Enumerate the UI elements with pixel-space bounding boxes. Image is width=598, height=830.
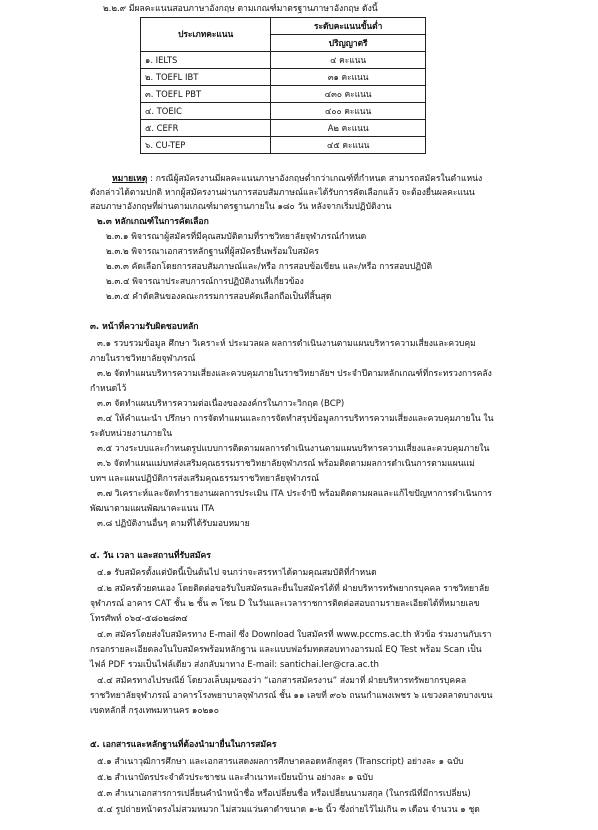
english-score-intro: ๒.๒.๙ มีผลคะแนนสอบภาษาอังกฤษ ตามเกณฑ์มาตรฐานภาษาอังกฤษ ดังนี้ xyxy=(103,4,378,14)
documents-line: ๕.๑ สำเนาวุฒิการศึกษา และเอกสารแสดงผลการศึกษาตลอดหลักสูตร (Transcript) อย่างละ ๑ ฉบับ xyxy=(97,757,464,767)
application-line: ไฟล์ PDF รวมเป็นไฟล์เดียว ส่งกลับมาทาง E-mail: santichai.ler@cra.ac.th xyxy=(90,660,379,670)
table-row xyxy=(141,137,426,154)
criteria-item: ๒.๓.๒ พิจารณาเอกสารหลักฐานที่ผู้สมัครยื่นพร้อมใบสมัคร xyxy=(106,247,319,257)
documents-line: ๕.๓ สำเนาเอกสารการเปลี่ยนคำนำหน้าชื่อ หรือเปลี่ยนชื่อ หรือเปลี่ยนนามสกุล (ในกรณีที่มีการเปลี่ยน) xyxy=(97,789,471,799)
criteria-item: ๒.๓.๕ คำตัดสินของคณะกรรมการสอบคัดเลือกถือเป็นที่สิ้นสุด xyxy=(106,292,332,302)
duties-line: ๓.๗ วิเคราะห์และจัดทำรายงานผลการประเมิน ITA ประจำปี พร้อมติดตามผลและแก้ไขปัญหาการดำเนินการ xyxy=(97,489,492,499)
table-row xyxy=(141,69,426,86)
criteria-heading: ๒.๓ หลักเกณฑ์ในการคัดเลือก xyxy=(97,217,209,227)
criteria-item: ๒.๓.๓ คัดเลือกโดยการสอบสัมภาษณ์และ/หรือ การสอบข้อเขียน และ/หรือ การสอบปฏิบัติ xyxy=(106,262,433,272)
table-cell-score: ๔ คะแนน xyxy=(271,52,426,69)
application-heading: ๔. วัน เวลา และสถานที่รับสมัคร xyxy=(90,551,211,561)
table-cell-score: ๔๕ คะแนน xyxy=(271,137,426,154)
table-cell-score: ๔๐๐ คะแนน xyxy=(271,103,426,120)
criteria-item: ๒.๓.๔ พิจารณาประสบการณ์การปฏิบัติงานที่เกี่ยวข้อง xyxy=(106,277,304,287)
application-line: ๔.๒ สมัครด้วยตนเอง โดยติดต่อขอรับใบสมัครและยื่นใบสมัครได้ที่ ฝ่ายบริหารทรัพยากรบุคคล ราชวิทยาลัย xyxy=(97,584,490,594)
duties-line: ๓.๘ ปฏิบัติงานอื่นๆ ตามที่ได้รับมอบหมาย xyxy=(97,519,250,529)
duties-line: ๓.๑ รวบรวมข้อมูล ศึกษา วิเคราะห์ ประมวลผล ผลการดำเนินงานตามแผนบริหารความเสี่ยงและควบคุม xyxy=(97,339,476,349)
table-header-type: ประเภทคะแนน xyxy=(141,18,271,52)
table-row xyxy=(141,103,426,120)
table-cell-type: ๓. TOEFL PBT xyxy=(141,86,271,103)
note-line: ดังกล่าวได้ตามปกติ หากผู้สมัครงานผ่านการสอบสัมภาษณ์และได้รับการคัดเลือกแล้ว จะต้องยื่นผลคะแนน xyxy=(90,188,475,198)
table-row xyxy=(141,52,426,69)
duties-heading: ๓. หน้าที่ความรับผิดชอบหลัก xyxy=(90,322,199,332)
documents-heading: ๕. เอกสารและหลักฐานที่ต้องนำมายื่นในการสมัคร xyxy=(90,740,277,750)
application-line: ๔.๓ สมัครโดยส่งใบสมัครทาง E-mail ซึ่ง Download ใบสมัครที่ www.pccms.ac.th หัวข้อ ร่วมงานกับเรา xyxy=(97,630,492,640)
application-line: โทรศัพท์ ๐๖๔-๕๘๐๒๘๓๔ xyxy=(90,614,188,624)
duties-line: ๓.๖ จัดทำแผนแม่บทส่งเสริมคุณธรรมราชวิทยาลัยจุฬาภรณ์ พร้อมติดตามผลการดำเนินการตามแผนแม่ xyxy=(97,459,475,469)
note-label: หมายเหตุ xyxy=(112,174,148,184)
table-row xyxy=(141,120,426,137)
duties-line: ๓.๔ ให้คำแนะนำ ปรึกษา การจัดทำแผนและการจัดทำสรุปข้อมูลการบริหารความเสี่ยงและควบคุมภายใน ใน xyxy=(97,414,494,424)
english-score-table xyxy=(140,17,426,154)
table-header-min-score: ระดับคะแนนขั้นต่ำ xyxy=(271,18,426,35)
documents-line: ๕.๔ รูปถ่ายหน้าตรงไม่สวมหมวก ไม่สวมแว่นตาดำขนาด ๑-๒ นิ้ว ซึ่งถ่ายไว้ไม่เกิน ๓ เดือน จำนวน ๑ ชุด xyxy=(97,805,480,815)
note-line: สอบภาษาอังกฤษที่ผ่านตามเกณฑ์มาตรฐานภายใน ๑๘๐ วัน หลังจากเริ่มปฏิบัติงาน xyxy=(90,202,392,212)
application-line: กรอกรายละเอียดลงในใบสมัครพร้อมหลักฐาน และแบบฟอร์มทดสอบทางอารมณ์ EQ Test พร้อม Scan เป็น xyxy=(90,645,482,655)
table-cell-score: ๓๑ คะแนน xyxy=(271,69,426,86)
table-cell-score: ๔๓๐ คะแนน xyxy=(271,86,426,103)
table-cell-type: ๑. IELTS xyxy=(141,52,271,69)
table-header-degree: ปริญญาตรี xyxy=(271,35,426,52)
duties-line: ภายในราชวิทยาลัยจุฬาภรณ์ xyxy=(90,354,196,364)
documents-line: ๕.๒ สำเนาบัตรประจำตัวประชาชน และสำเนาทะเบียนบ้าน อย่างละ ๑ ฉบับ xyxy=(97,773,374,783)
table-cell-score: A๒ คะแนน xyxy=(271,120,426,137)
application-line: ราชวิทยาลัยจุฬาภรณ์ อาคารโรงพยาบาลจุฬาภรณ์ ชั้น ๑๑ เลขที่ ๙๐๖ ถนนกำแพงเพชร ๖ แขวงตลาดบางเขน xyxy=(90,691,493,701)
table-row xyxy=(141,86,426,103)
duties-line: ๓.๒ จัดทำแผนบริหารความเสี่ยงและควบคุมภายในราชวิทยาลัยฯ ประจำปีตามหลักเกณฑ์ที่กระทรวงการคลัง xyxy=(97,369,492,379)
application-line: ๔.๔ สมัครทางไปรษณีย์ โดยวงเล็บมุมซองว่า “เอกสารสมัครงาน” ส่งมาที่ ฝ่ายบริหารทรัพยากรบุคคล xyxy=(97,676,467,686)
application-line: เขตหลักสี่ กรุงเทพมหานคร ๑๐๒๑๐ xyxy=(90,706,219,716)
duties-line: กำหนดไว้ xyxy=(90,384,127,394)
duties-line: ๓.๕ วางระบบและกำหนดรูปแบบการติดตามผลการดำเนินงานตามแผนบริหารความเสี่ยงและควบคุมภายใน xyxy=(97,444,490,454)
note-line: หมายเหตุ : กรณีผู้สมัครงานมีผลคะแนนภาษาอังกฤษต่ำกว่าเกณฑ์ที่กำหนด สามารถสมัครในตำแหน่ง xyxy=(112,174,483,184)
duties-line: บทฯ และแผนปฏิบัติการส่งเสริมคุณธรรมราชวิทยาลัยจุฬาภรณ์ xyxy=(90,474,320,484)
criteria-item: ๒.๓.๑ พิจารณาผู้สมัครที่มีคุณสมบัติตามที่ราชวิทยาลัยจุฬาภรณ์กำหนด xyxy=(106,232,367,242)
table-cell-type: ๒. TOEFL IBT xyxy=(141,69,271,86)
duties-line: ระดับหน่วยงานภายใน xyxy=(90,429,173,439)
table-cell-type: ๕. CEFR xyxy=(141,120,271,137)
duties-line: ๓.๓ จัดทำแผนบริหารความต่อเนื่องขององค์กรในภาวะวิกฤต (BCP) xyxy=(97,399,345,409)
table-cell-type: ๖. CU-TEP xyxy=(141,137,271,154)
application-line: จุฬาภรณ์ อาคาร CAT ชั้น ๒ ชั้น ๓ โซน D ในวันและเวลาราชการติดต่อสอบถามรายละเอียดได้ที่หมายเลข xyxy=(90,599,480,609)
duties-line: พัฒนาตามแผนพัฒนาคะแนน ITA xyxy=(90,504,215,514)
table-cell-type: ๔. TOEIC xyxy=(141,103,271,120)
application-line: ๔.๑ รับสมัครตั้งแต่บัดนี้เป็นต้นไป จนกว่าจะสรรหาได้ตามคุณสมบัติที่กำหนด xyxy=(97,568,377,578)
